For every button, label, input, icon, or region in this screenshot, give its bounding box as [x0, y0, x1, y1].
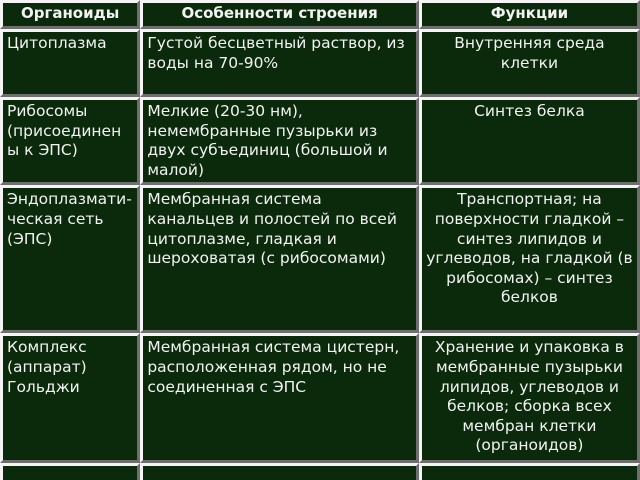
cell-structure: Мелкие (20-30 нм), немембранные пузырьки из двух субъединиц (большой и малой)	[140, 97, 419, 185]
table-row	[0, 29, 640, 97]
header-structure: Особенности строения	[140, 0, 419, 29]
cell-organoid	[0, 463, 140, 480]
cell-structure: Мембранная система цистерн, расположенная рядом, но не соединенная с ЭПС	[140, 333, 419, 463]
cell-structure	[140, 463, 419, 480]
cell-organoid: Эндоплазмати-ческая сеть (ЭПС)	[0, 185, 140, 333]
header-functions: Функции	[419, 0, 640, 29]
table-row	[0, 463, 640, 480]
cell-structure: Мембранная система канальцев и полостей по всей цитоплазме, гладкая и шероховатая (с рибосомами)	[140, 185, 419, 333]
cell-organoid: Цитоплазма	[0, 29, 140, 97]
cell-function: Синтез белка	[419, 97, 640, 185]
table-header-row	[0, 0, 640, 29]
cell-function: Хранение и упаковка в мембранные пузырьки липидов, углеводов и белков; сборка всех мембран клетки (органоидов)	[419, 333, 640, 463]
cell-function: Внутренняя среда клетки	[419, 29, 640, 97]
header-organoids: Органоиды	[0, 0, 140, 29]
cell-structure: Густой бесцветный раствор, из воды на 70-90%	[140, 29, 419, 97]
cell-organoid: Рибосомы (присоединены к ЭПС)	[0, 97, 140, 185]
table-row	[0, 97, 640, 185]
cell-organoid: Комплекс (аппарат) Гольджи	[0, 333, 140, 463]
cell-function	[419, 463, 640, 480]
table-row	[0, 185, 640, 333]
cell-function: Транспортная; на поверхности гладкой – синтез липидов и углеводов, на гладкой (в рибосомах) – синтез белков	[419, 185, 640, 333]
table-row	[0, 333, 640, 463]
